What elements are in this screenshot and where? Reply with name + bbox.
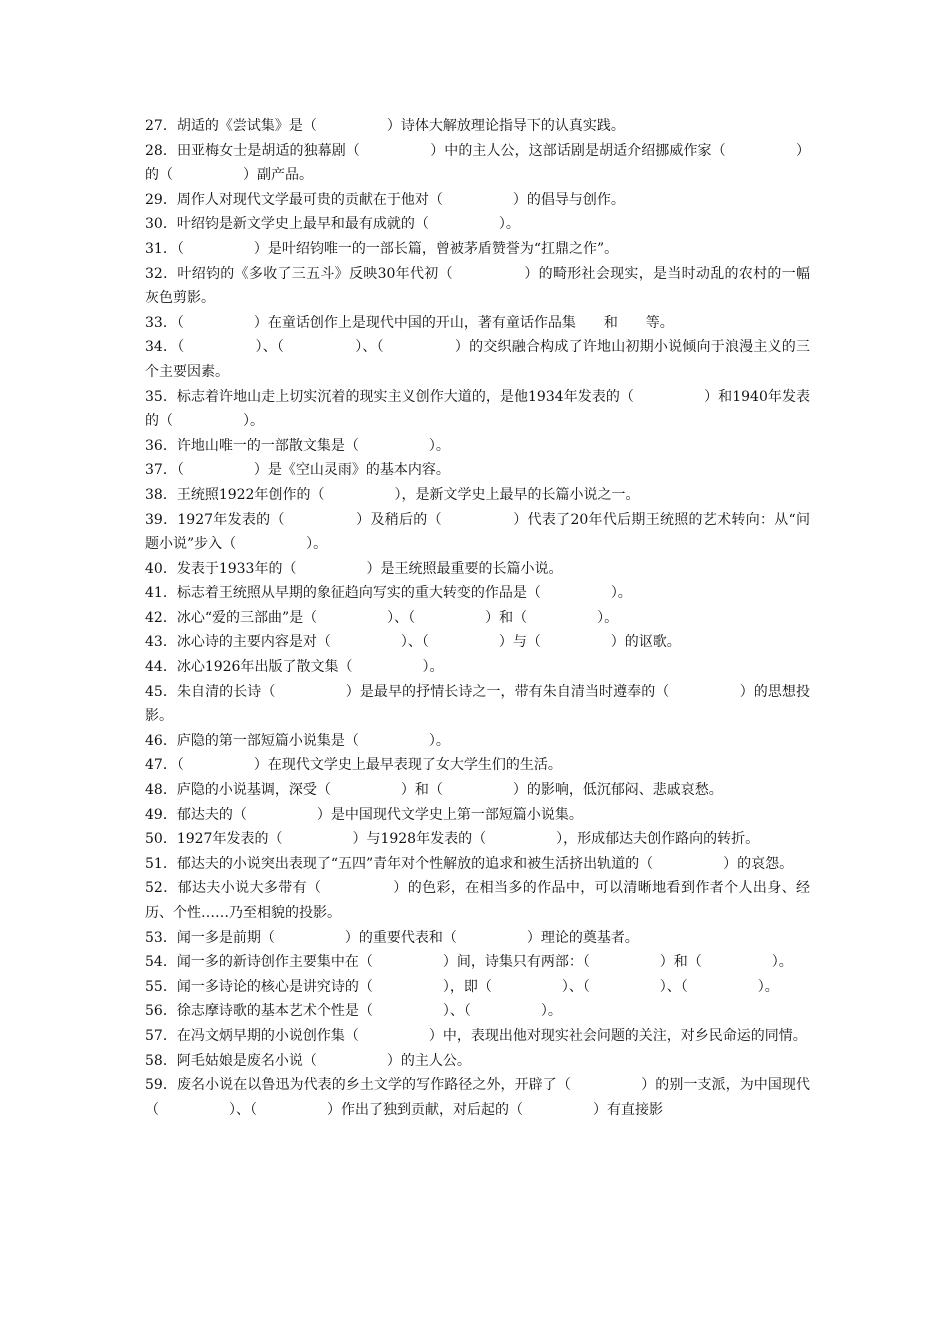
question-29: 29．周作人对现代文学最可贵的贡献在于他对（ ）的倡导与创作。 [145, 191, 625, 208]
question-list [145, 114, 810, 1122]
question-43: 43．冰心诗的主要内容是对（ ）、（ ）与（ ）的讴歌。 [145, 634, 681, 651]
question-58: 58．阿毛姑娘是废名小说（ ）的主人公。 [145, 1052, 471, 1069]
question-45: 45．朱自清的长诗（ ）是最早的抒情长诗之一，带有朱自清当时遵奉的（ ）的思想投影。 [145, 683, 810, 725]
question-50: 50．1927年发表的（ ）与1928年发表的（ ），形成郁达夫创作路向的转折。 [145, 831, 760, 848]
question-28: 28．田亚梅女士是胡适的独幕剧（ ）中的主人公，这部话剧是胡适介绍挪威作家（ ）的（ ）副产品。 [145, 142, 810, 184]
question-32: 32．叶绍钧的《多收了三五斗》反映30年代初（ ）的畸形社会现实，是当时动乱的农村的一幅灰色剪影。 [145, 265, 810, 307]
question-40: 40．发表于1933年的（ ）是王统照最重要的长篇小说。 [145, 560, 563, 577]
question-30: 30．叶绍钧是新文学史上最早和最有成就的（ ）。 [145, 216, 520, 233]
question-49: 49．郁达夫的（ ）是中国现代文学史上第一部短篇小说集。 [145, 806, 583, 823]
question-37: 37．（ ）是《空山灵雨》的基本内容。 [145, 462, 450, 479]
question-48: 48．庐隐的小说基调，深受（ ）和（ ）的影响，低沉郁闷、悲戚哀愁。 [145, 782, 723, 799]
question-53: 53．闻一多是前期（ ）的重要代表和（ ）理论的奠基者。 [145, 929, 639, 946]
question-27: 27．胡适的《尝试集》是（ ）诗体大解放理论指导下的认真实践。 [145, 118, 625, 134]
question-52: 52．郁达夫小说大多带有（ ）的色彩，在相当多的作品中，可以清晰地看到作者个人出身、经历、个性……乃至相貌的投影。 [145, 880, 810, 921]
question-35: 35．标志着许地山走上切实沉着的现实主义创作大道的，是他1934年发表的（ ）和1940年发表的（ ）。 [145, 388, 810, 430]
question-55: 55．闻一多诗论的核心是讲究诗的（ ），即（ ）、（ ）、（ ）。 [145, 978, 779, 995]
question-57: 57．在冯文炳早期的小说创作集（ ）中，表现出他对现实社会问题的关注，对乡民命运的同情。 [145, 1027, 807, 1044]
question-51: 51．郁达夫的小说突出表现了“五四”青年对个性解放的追求和被生活挤出轨道的（ ）的哀怨。 [145, 855, 794, 872]
question-31: 31．（ ）是叶绍钧唯一的一部长篇，曾被茅盾赞誉为“扛鼎之作”。 [145, 240, 619, 257]
question-54: 54．闻一多的新诗创作主要集中在（ ）间，诗集只有两部：（ ）和（ ）。 [145, 954, 793, 971]
question-44: 44．冰心1926年出版了散文集（ ）。 [145, 659, 444, 676]
question-33: 33．（ ）在童话创作上是现代中国的开山，著有童话作品集 和 等。 [145, 314, 674, 331]
question-46: 46．庐隐的第一部短篇小说集是（ ）。 [145, 732, 450, 749]
question-47: 47．（ ）在现代文学史上最早表现了女大学生们的生活。 [145, 757, 562, 774]
question-56: 56．徐志摩诗歌的基本艺术个性是（ ）、（ ）。 [145, 1003, 562, 1020]
question-42: 42．冰心“爱的三部曲”是（ ）、（ ）和（ ）。 [145, 609, 619, 626]
question-59: 59．废名小说在以鲁迅为代表的乡土文学的写作路径之外，开辟了（ ）的别一支派，为中国现代（ ）、（ ）作出了独到贡献，对后起的（ ）有直接影 [145, 1077, 810, 1118]
question-34: 34．（ ）、（ ）、（ ）的交织融合构成了许地山初期小说倾向于浪漫主义的三个主要因素。 [145, 339, 810, 380]
question-38: 38．王统照1922年创作的（ ），是新文学史上最早的长篇小说之一。 [145, 486, 640, 503]
question-36: 36．许地山唯一的一部散文集是（ ）。 [145, 437, 450, 454]
question-41: 41．标志着王统照从早期的象征趋向写实的重大转变的作品是（ ）。 [145, 585, 632, 602]
question-39: 39．1927年发表的（ ）及稍后的（ ）代表了20年代后期王统照的艺术转向：从“问题小说”步入（ ）。 [145, 511, 810, 553]
